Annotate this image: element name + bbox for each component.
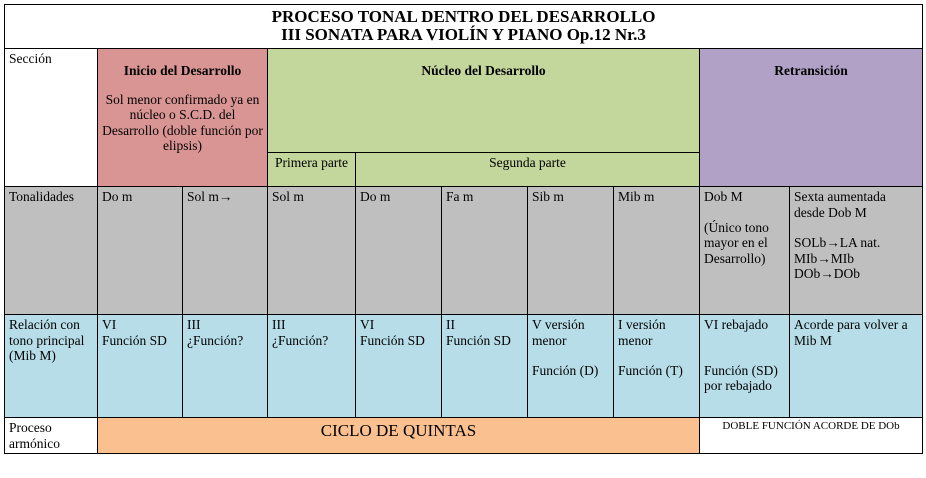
row-label-proceso: Proceso armónico <box>5 418 98 454</box>
section-inicio-note: Sol menor confirmado ya en núcleo o S.C.D. del Desarrollo (doble función por elipsis) <box>102 91 263 153</box>
table-title <box>5 5 923 49</box>
tonalidad-cell: Sib m <box>528 187 614 315</box>
relacion-function: ¿Función? <box>272 332 329 348</box>
subsection-segunda-parte: Segunda parte <box>356 153 700 187</box>
relacion-degree: VI <box>102 317 117 332</box>
tonalidad-cell: Sol m→ <box>183 187 268 315</box>
relacion-function: Función (SD) por rebajado <box>704 362 778 393</box>
relacion-cell <box>356 315 442 418</box>
relacion-function: Función (T) <box>618 363 683 378</box>
relacion-cell <box>614 315 700 418</box>
tonalidad-cell: Fa m <box>442 187 528 315</box>
tonalidad-cell-dob <box>700 187 790 315</box>
ciclo-de-quintas: CICLO DE QUINTAS <box>98 418 700 454</box>
section-inicio <box>98 49 268 187</box>
relacion-function: Función (D) <box>532 363 599 378</box>
relacion-cell <box>700 315 790 418</box>
section-row <box>5 49 923 153</box>
tonalidad-dob: Dob M <box>704 189 743 204</box>
relacion-cell <box>98 315 183 418</box>
relacion-function: ¿Función? <box>187 332 244 348</box>
subsection-primera-parte: Primera parte <box>268 153 356 187</box>
relacion-function: Función SD <box>102 332 167 348</box>
relacion-degree: V versión menor <box>532 317 585 348</box>
title-line-2: III SONATA PARA VIOLÍN Y PIANO Op.12 Nr.3 <box>281 25 646 44</box>
relacion-function: Función SD <box>360 332 425 348</box>
tonalidad-sexta: Sexta aumentada desde Dob M <box>794 189 886 220</box>
relacion-degree: VI rebajado <box>704 317 769 332</box>
relacion-degree: III <box>272 317 286 332</box>
relacion-degree: III <box>187 317 201 332</box>
relacion-cell <box>528 315 614 418</box>
relacion-cell <box>442 315 528 418</box>
tonal-process-document <box>4 4 923 454</box>
relacion-cell <box>268 315 356 418</box>
section-inicio-title: Inicio del Desarrollo <box>123 63 242 78</box>
relacion-cell: Acorde para volver a Mib M <box>790 315 923 418</box>
tonalidad-cell-sexta <box>790 187 923 315</box>
relacion-degree: VI <box>360 317 375 332</box>
tonalidad-cell: Do m <box>98 187 183 315</box>
tonalidad-cell: Sol m <box>268 187 356 315</box>
tonalidad-cell: Do m <box>356 187 442 315</box>
tonal-process-table <box>4 4 923 454</box>
title-line-1: PROCESO TONAL DENTRO DEL DESARROLLO <box>271 7 656 26</box>
relacion-degree: I versión menor <box>618 317 666 348</box>
relacion-cell <box>183 315 268 418</box>
tonalidad-sexta-voices: SOLb→LA nat. MIb→MIb DOb→DOb <box>794 235 881 281</box>
row-label-seccion: Sección <box>5 49 98 187</box>
section-nucleo-title: Núcleo del Desarrollo <box>268 49 700 153</box>
row-label-relacion: Relación con tono principal (Mib M) <box>5 315 98 418</box>
doble-funcion-note: DOBLE FUNCIÓN ACORDE DE DOb <box>700 418 923 454</box>
row-label-tonalidades: Tonalidades <box>5 187 98 315</box>
relacion-function: Función SD <box>446 332 511 348</box>
tonalidad-dob-note: (Único tono mayor en el Desarrollo) <box>704 219 769 266</box>
tonalidades-row <box>5 187 923 315</box>
relacion-degree: II <box>446 317 455 332</box>
section-retransicion-title: Retransición <box>700 49 923 187</box>
relacion-row <box>5 315 923 418</box>
tonalidad-cell: Mib m <box>614 187 700 315</box>
title-row <box>5 5 923 49</box>
proceso-row <box>5 418 923 454</box>
